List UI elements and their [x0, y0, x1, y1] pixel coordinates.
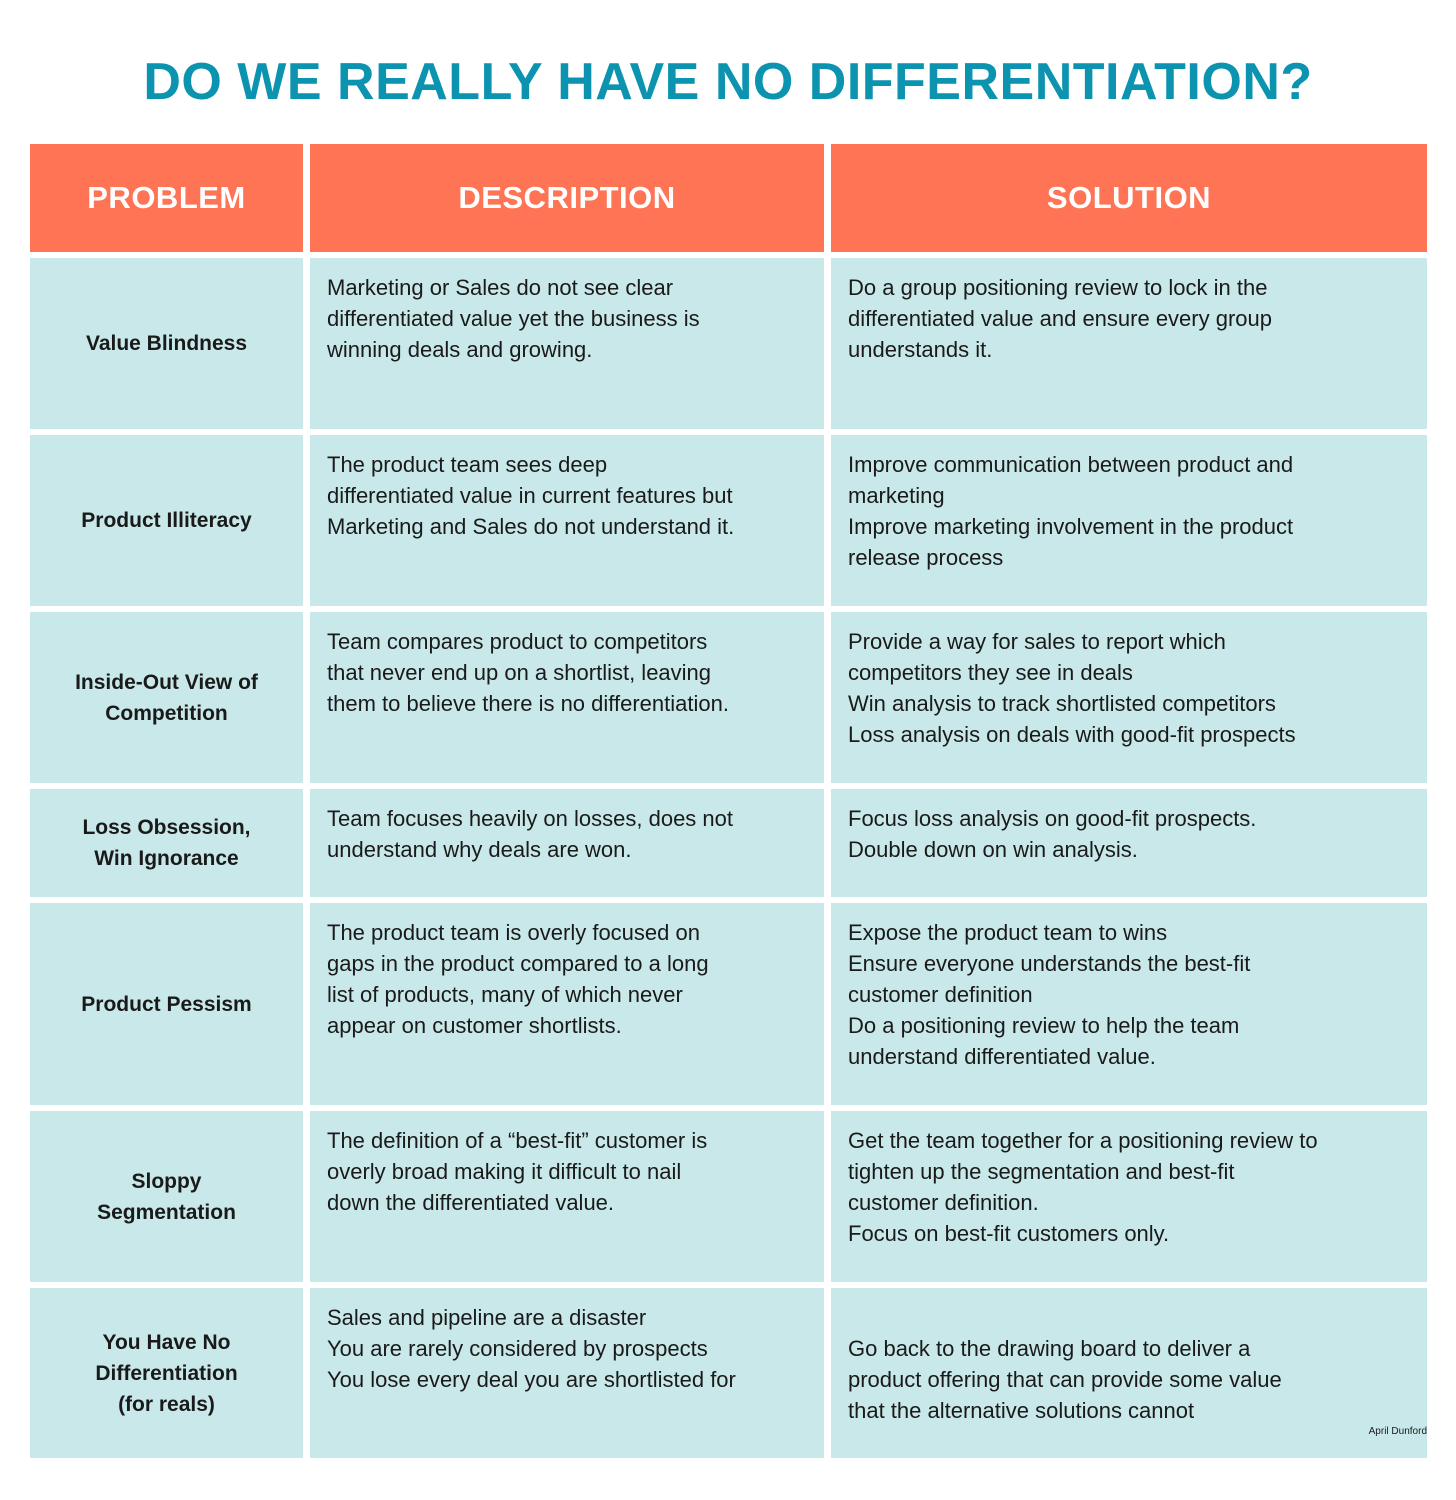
- description-cell: Marketing or Sales do not see clear differentiated value yet the business is winning deals and growing.: [310, 258, 824, 429]
- problem-label: Inside-Out View of Competition: [75, 670, 258, 725]
- problem-label: You Have No Differentiation (for reals): [95, 1330, 238, 1416]
- column-header-problem: PROBLEM: [30, 144, 303, 252]
- page-title: DO WE REALLY HAVE NO DIFFERENTIATION?: [143, 53, 1313, 111]
- problem-label: Loss Obsession, Win Ignorance: [82, 816, 251, 870]
- description-cell: Team compares product to competitors that never end up on a shortlist, leaving them to believe there is no differentiation.: [310, 612, 824, 783]
- problem-label: Product Pessism: [81, 992, 252, 1016]
- solution-cell: Expose the product team to wins Ensure everyone understands the best-fit customer definition Do a positioning review to help the team understand differentiated value.: [831, 903, 1427, 1105]
- problem-cell: [30, 1288, 303, 1458]
- problem-label: Sloppy Segmentation: [97, 1169, 236, 1224]
- author-credit: April Dunford: [1368, 1426, 1427, 1437]
- problem-cell: [30, 435, 303, 606]
- problem-cell: [30, 258, 303, 429]
- problem-cell: [30, 903, 303, 1105]
- problem-label: Value Blindness: [85, 332, 248, 355]
- problem-cell: [30, 1111, 303, 1282]
- problem-label: Product Illiteracy: [81, 509, 252, 532]
- solution-text: Go back to the drawing board to deliver a product offering that can provide some value that the alternative solutions cannot: [848, 1336, 1282, 1423]
- solution-cell: [831, 1288, 1427, 1458]
- solution-cell: Focus loss analysis on good-fit prospects. Double down on win analysis.: [831, 789, 1427, 897]
- problem-cell: [30, 612, 303, 783]
- solution-cell: Do a group positioning review to lock in the differentiated value and ensure every group understands it.: [831, 258, 1427, 429]
- solution-cell: Improve communication between product and marketing Improve marketing involvement in the product release process: [831, 435, 1427, 606]
- column-header-description: DESCRIPTION: [310, 144, 824, 252]
- description-cell: The product team sees deep differentiated value in current features but Marketing and Sales do not understand it.: [310, 435, 824, 606]
- description-cell: Team focuses heavily on losses, does not understand why deals are won.: [310, 789, 824, 897]
- description-cell: The product team is overly focused on gaps in the product compared to a long list of products, many of which never appear on customer shortlists.: [310, 903, 824, 1105]
- description-cell: The definition of a “best-fit” customer is overly broad making it difficult to nail down the differentiated value.: [310, 1111, 824, 1282]
- problem-cell: [30, 789, 303, 897]
- solution-cell: Provide a way for sales to report which competitors they see in deals Win analysis to track shortlisted competitors Loss analysis on deals with good-fit prospects: [831, 612, 1427, 783]
- solution-cell: Get the team together for a positioning review to tighten up the segmentation and best-fit customer definition. Focus on best-fit customers only.: [831, 1111, 1427, 1282]
- description-cell: Sales and pipeline are a disaster You are rarely considered by prospects You lose every deal you are shortlisted for: [310, 1288, 824, 1458]
- differentiation-table: [30, 144, 1427, 1458]
- column-header-solution: SOLUTION: [831, 144, 1427, 252]
